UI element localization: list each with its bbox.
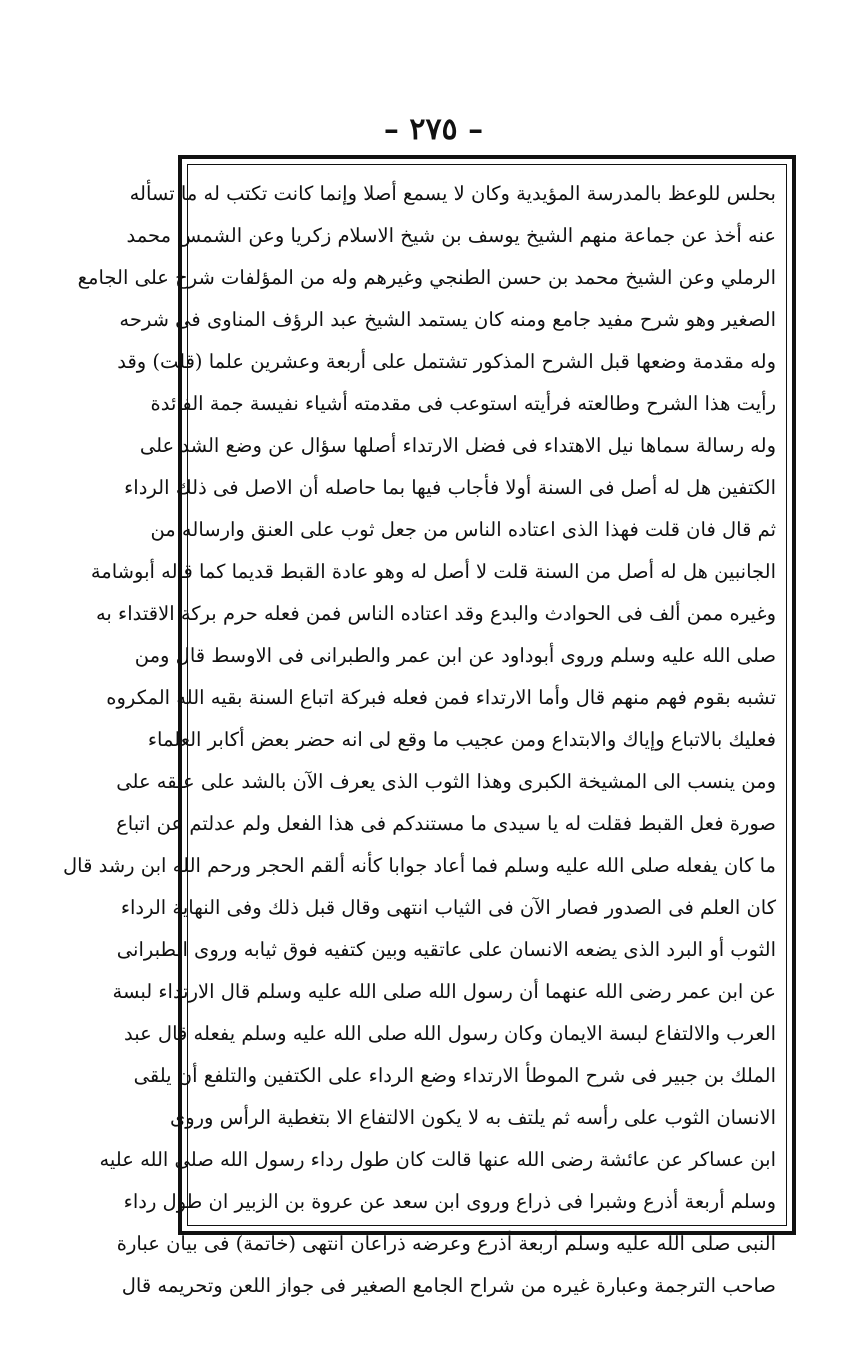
text-line: صلى الله عليه وسلم وروى أبوداود عن ابن عمر والطبرانى فى الاوسط قال ومن — [134, 644, 776, 667]
text-line: النبى صلى الله عليه وسلم أربعة أذرع وعرضه ذراعان انتهى (خاتمة) فى بيان عبارة — [116, 1232, 776, 1255]
text-line: عنه أخذ عن جماعة منهم الشيخ يوسف بن شيخ الاسلام زكريا وعن الشمس محمد — [126, 224, 776, 247]
text-line: تشبه بقوم فهم منهم قال وأما الارتداء فمن فعله فبركة اتباع السنة بقيه الله المكروه — [106, 686, 776, 709]
text-line: صاحب الترجمة وعبارة غيره من شراح الجامع الصغير فى جواز اللعن وتحريمه قال — [121, 1274, 776, 1297]
text-line: ما كان يفعله صلى الله عليه وسلم فما أعاد جوابا كأنه ألقم الحجر ورحم الله ابن رشد قال — [62, 854, 776, 877]
text-line: الصغير وهو شرح مفيد جامع ومنه كان يستمد الشيخ عبد الرؤف المناوى فى شرحه — [119, 308, 776, 331]
text-line: ومن ينسب الى المشيخة الكبرى وهذا الثوب الذى يعرف الآن بالشد على عنقه على — [116, 770, 776, 793]
text-line: وغيره ممن ألف فى الحوادث والبدع وقد اعتاده الناس فمن فعله حرم بركة الاقتداء به — [95, 602, 776, 625]
text-line: الرملي وعن الشيخ محمد بن حسن الطنجي وغيرهم وله من المؤلفات شرح على الجامع — [77, 266, 776, 289]
text-line: الملك بن جبير فى شرح الموطأ الارتداء وضع الرداء على الكتفين والتلفع أن يلقى — [133, 1064, 776, 1087]
text-line: الثوب أو البرد الذى يضعه الانسان على عاتقيه وبين كتفيه فوق ثيابه وروى الطبرانى — [116, 938, 776, 961]
text-line: صورة فعل القبط فقلت له يا سيدى ما مستندكم فى هذا الفعل ولم عدلتم عن اتباع — [116, 812, 776, 835]
text-line: وله رسالة سماها نيل الاهتداء فى فضل الارتداء أصلها سؤال عن وضع الشد على — [139, 434, 776, 457]
text-line: ثم قال فان قلت فهذا الذى اعتاده الناس من جعل ثوب على العنق وارساله من — [150, 518, 776, 541]
inner-border — [62, 164, 787, 1297]
text-line: فعليك بالاتباع وإياك والابتداع ومن عجيب ما وقع لى انه حضر بعض أكابر العلماء — [147, 728, 776, 751]
text-line: وسلم أربعة أذرع وشبرا فى ذراع وروى ابن سعد عن عروة بن الزبير ان طول رداء — [123, 1190, 776, 1213]
text-line: العرب والالتفاع لبسة الايمان وكان رسول الله صلى الله عليه وسلم يفعله قال عبد — [123, 1022, 776, 1045]
text-line: بحلس للوعظ بالمدرسة المؤيدية وكان لا يسمع أصلا وإنما كانت تكتب له ما تسأله — [129, 182, 776, 205]
text-line: الكتفين هل له أصل فى السنة أولا فأجاب فيها بما حاصله أن الاصل فى ذلك الرداء — [124, 476, 776, 499]
text-line: عن ابن عمر رضى الله عنهما أن رسول الله صلى الله عليه وسلم قال الارتداء لبسة — [112, 980, 776, 1003]
text-line: وله مقدمة وضعها قبل الشرح المذكور تشتمل على أربعة وعشرين علما (قلت) وقد — [117, 350, 776, 373]
page-border — [62, 155, 796, 1297]
body-text — [62, 173, 776, 1297]
text-line: الجانبين هل له أصل من السنة قلت لا أصل له وهو عادة القبط قديما كما قاله أبوشامة — [90, 560, 776, 583]
page-number: – ٢٧٥ – — [383, 112, 484, 147]
text-line: كان العلم فى الصدور فصار الآن فى الثياب انتهى وقال قبل ذلك وفى النهاية الرداء — [120, 896, 776, 919]
text-line: الانسان الثوب على رأسه ثم يلتف به لا يكون الالتفاع الا بتغطية الرأس وروى — [169, 1106, 776, 1129]
text-line: رأيت هذا الشرح وطالعته فرأيته استوعب فى مقدمته أشياء نفيسة جمة الفائدة — [150, 392, 776, 415]
text-line: ابن عساكر عن عائشة رضى الله عنها قالت كان طول رداء رسول الله صلى الله عليه — [99, 1148, 776, 1171]
